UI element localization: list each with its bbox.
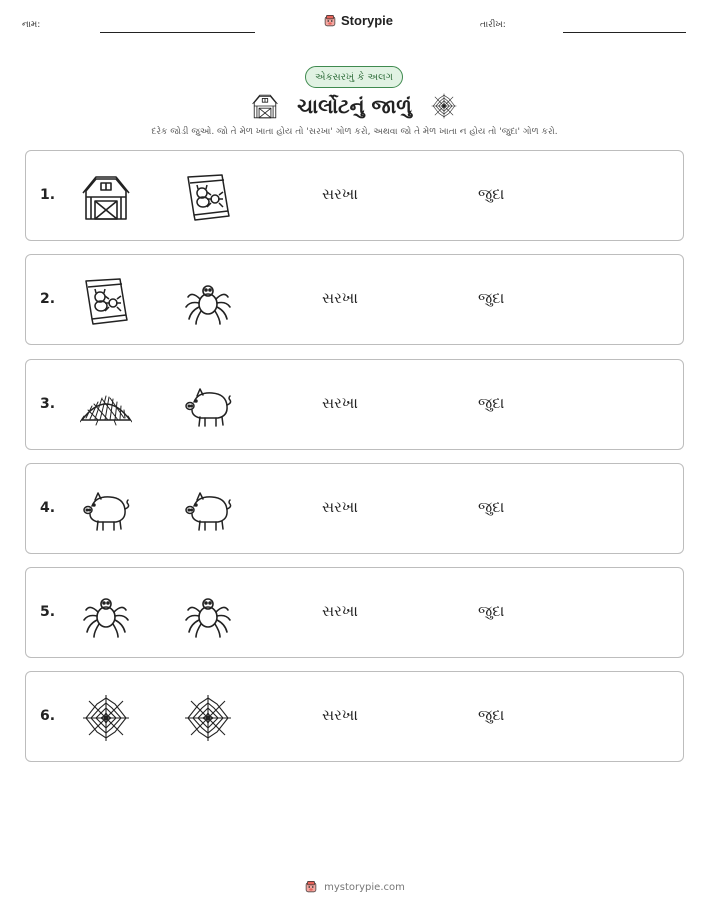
different-option[interactable]: જુદા (478, 602, 505, 620)
mascot-icon (323, 14, 337, 28)
brand-name: Storypie (341, 13, 394, 28)
pig-icon (182, 380, 234, 432)
same-option[interactable]: સરખા (322, 394, 358, 412)
question-row (25, 671, 684, 762)
brand-logo (323, 13, 393, 28)
same-option[interactable]: સરખા (322, 498, 358, 516)
different-option[interactable]: જુદા (478, 498, 505, 516)
question-row (25, 254, 684, 345)
mascot-icon (304, 880, 318, 894)
question-number: 2. (40, 291, 56, 307)
name-line[interactable] (100, 32, 255, 33)
same-option[interactable]: સરખા (322, 706, 358, 724)
spider-icon (182, 588, 234, 640)
question-number: 3. (40, 396, 56, 412)
date-label: તારીખ: (480, 20, 506, 30)
question-number: 4. (40, 500, 56, 516)
pig-icon (80, 484, 132, 536)
different-option[interactable]: જુદા (478, 185, 505, 203)
same-option[interactable]: સરખા (322, 602, 358, 620)
footer-url: mystorypie.com (324, 881, 405, 893)
book-icon (80, 275, 132, 327)
spider-web-icon (182, 692, 234, 744)
spider-icon (80, 588, 132, 640)
spider-web-icon (80, 692, 132, 744)
barn-icon (80, 171, 132, 223)
barn-icon (251, 92, 279, 120)
question-row (25, 150, 684, 241)
question-number: 1. (40, 187, 56, 203)
footer (0, 880, 709, 894)
name-label: નામ: (22, 20, 41, 30)
page-title: ચાર્લોટનું જાળું (297, 94, 412, 118)
worksheet-header (0, 0, 709, 50)
worksheet-type-badge: એકસરખું કે અલગ (305, 66, 403, 88)
same-option[interactable]: સરખા (322, 185, 358, 203)
different-option[interactable]: જુદા (478, 289, 505, 307)
different-option[interactable]: જુદા (478, 394, 505, 412)
hay-icon (80, 380, 132, 432)
book-icon (182, 171, 234, 223)
title-row (0, 90, 709, 122)
question-number: 5. (40, 604, 56, 620)
question-row (25, 359, 684, 450)
pig-icon (182, 484, 234, 536)
question-row (25, 567, 684, 658)
instructions: દરેક જોડી જુઓ. જો તે મેળ ખાતા હોય તો 'સરખા' ગોળ કરો, અથવા જો તે મેળ ખાતા ન હોય તો 'જુદા' ગોળ કરો. (151, 127, 558, 137)
spider-web-icon (430, 92, 458, 120)
question-number: 6. (40, 708, 56, 724)
same-option[interactable]: સરખા (322, 289, 358, 307)
date-line[interactable] (563, 32, 686, 33)
question-row (25, 463, 684, 554)
spider-icon (182, 275, 234, 327)
different-option[interactable]: જુદા (478, 706, 505, 724)
